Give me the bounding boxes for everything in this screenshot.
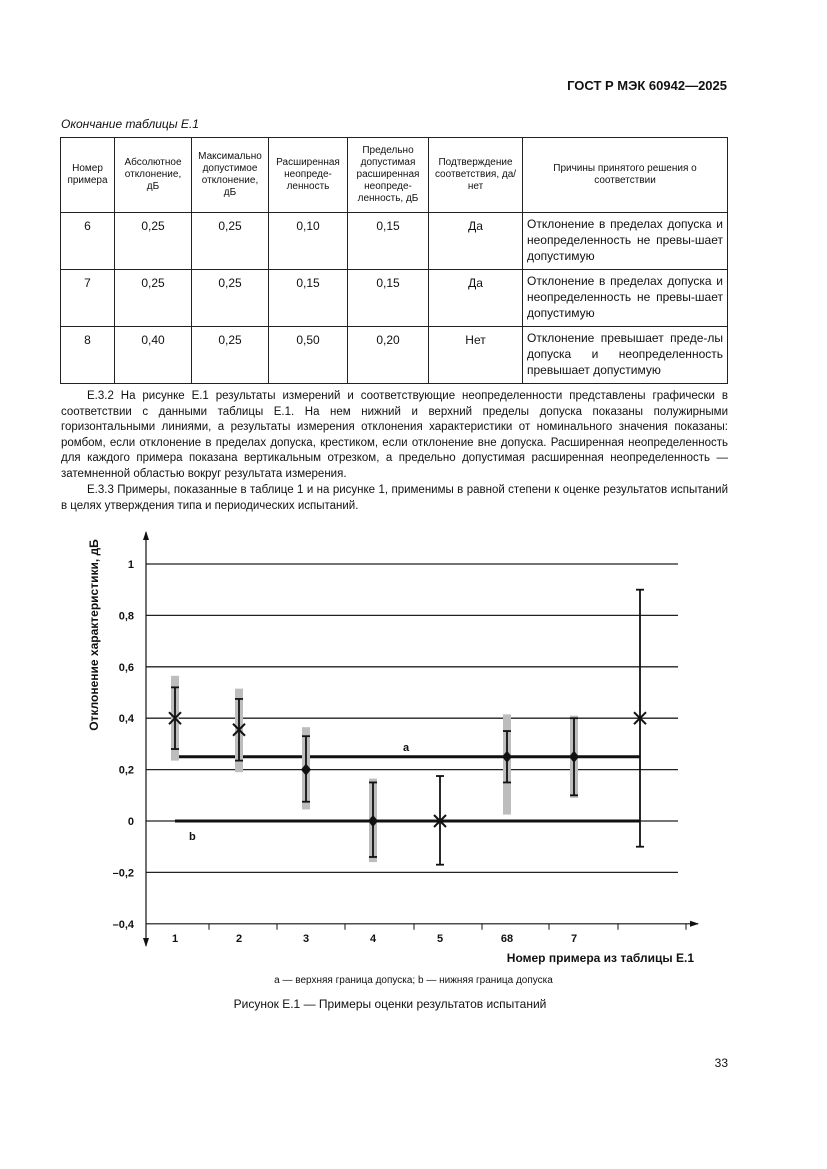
cell: 0,25 [192, 327, 269, 384]
x-tick-label: 4 [369, 932, 377, 945]
x-axis-label: Номер примера из таблицы Е.1 [506, 950, 694, 965]
cell: 0,25 [192, 270, 269, 327]
cell: 0,15 [348, 270, 429, 327]
col-header: Максимально допустимое отклонение, дБ [192, 138, 269, 213]
page-number: 33 [714, 1056, 728, 1070]
paragraph-e33: Е.3.3 Примеры, показанные в таблице 1 и на рисунке 1, применимы в равной степени к оценке результатов испытаний в целях утверждения типа и периодических испытаний. [61, 484, 728, 512]
col-header: Предельно допустимая расширенная неопреде-ленность, дБ [348, 138, 429, 213]
cell: 6 [61, 213, 115, 270]
cell: 8 [61, 327, 115, 384]
y-tick-label: –0,2 [112, 867, 134, 880]
paragraph-e32: Е.3.2 На рисунке Е.1 результаты измерений и соответствующие неопределенности представлены графически в соответствии с данными таблицы Е.1. На нем нижний и верхний пределы допуска показаны полужирными горизонтальными линиями, а результаты измерения отклонения характеристики от номинального значения показаны: ромбом, если отклонение в пределах допуска, крестиком, если отклонение вне допуска. Расширенная неопределенность для каждого примера показана вертикальным отрезком, а предельно допустимая расширенная неопределенность — затемненной областью вокруг результата измерения. [61, 390, 728, 480]
col-header: Абсолютное отклонение, дБ [115, 138, 192, 213]
table-caption: Окончание таблицы Е.1 [61, 117, 199, 131]
x-tick-label: 2 [235, 932, 243, 945]
limit-label-b: b [189, 831, 196, 843]
x-tick-label: 7 [570, 932, 578, 945]
x-tick-label: 1 [171, 932, 179, 945]
cell: Да [429, 270, 523, 327]
x-tick-label: 68 [500, 932, 514, 945]
x-axis-arrow [690, 921, 699, 927]
y-tick-label: 0,2 [118, 764, 134, 777]
cell: Да [429, 213, 523, 270]
col-header: Расширенная неопреде-ленность [269, 138, 348, 213]
y-tick-label: 0,6 [118, 661, 134, 674]
x-tick-label: 3 [302, 932, 310, 945]
cell: Нет [429, 327, 523, 384]
cell: 0,20 [348, 327, 429, 384]
y-tick-label: 0,8 [118, 610, 134, 623]
cell: 0,10 [269, 213, 348, 270]
limit-label-a: a [403, 741, 410, 754]
cell: 0,15 [269, 270, 348, 327]
cell: Отклонение превышает преде-лы допуска и неопределенность превышает допустимую [523, 327, 728, 384]
cell: 0,25 [115, 270, 192, 327]
y-axis-label: Отклонение характеристики, дБ [87, 539, 101, 731]
cell: Отклонение в пределах допуска и неопределенность не превы-шает допустимую [523, 213, 728, 270]
y-tick-label: 0 [127, 816, 134, 828]
cell: 0,40 [115, 327, 192, 384]
cell: 0,25 [192, 213, 269, 270]
document-header: ГОСТ Р МЭК 60942—2025 [567, 78, 727, 93]
cell: 0,25 [115, 213, 192, 270]
cell: 0,15 [348, 213, 429, 270]
col-header: Подтверждение соответствия, да/нет [429, 138, 523, 213]
cell: Отклонение в пределах допуска и неопределенность не превы-шает допустимую [523, 270, 728, 327]
cell: 0,50 [269, 327, 348, 384]
x-tick-label: 5 [436, 932, 444, 945]
figure-legend-note: a — верхняя граница допуска; b — нижняя граница допуска [274, 975, 553, 986]
cell: 7 [61, 270, 115, 327]
y-tick-label: –0,4 [112, 918, 134, 931]
figure-title: Рисунок Е.1 — Примеры оценки результатов испытаний [233, 997, 547, 1011]
y-tick-label: 1 [127, 559, 134, 571]
y-tick-label: 0,4 [118, 713, 134, 726]
col-header: Номер примера [61, 138, 115, 213]
col-header: Причины принятого решения о соответствии [523, 138, 728, 213]
